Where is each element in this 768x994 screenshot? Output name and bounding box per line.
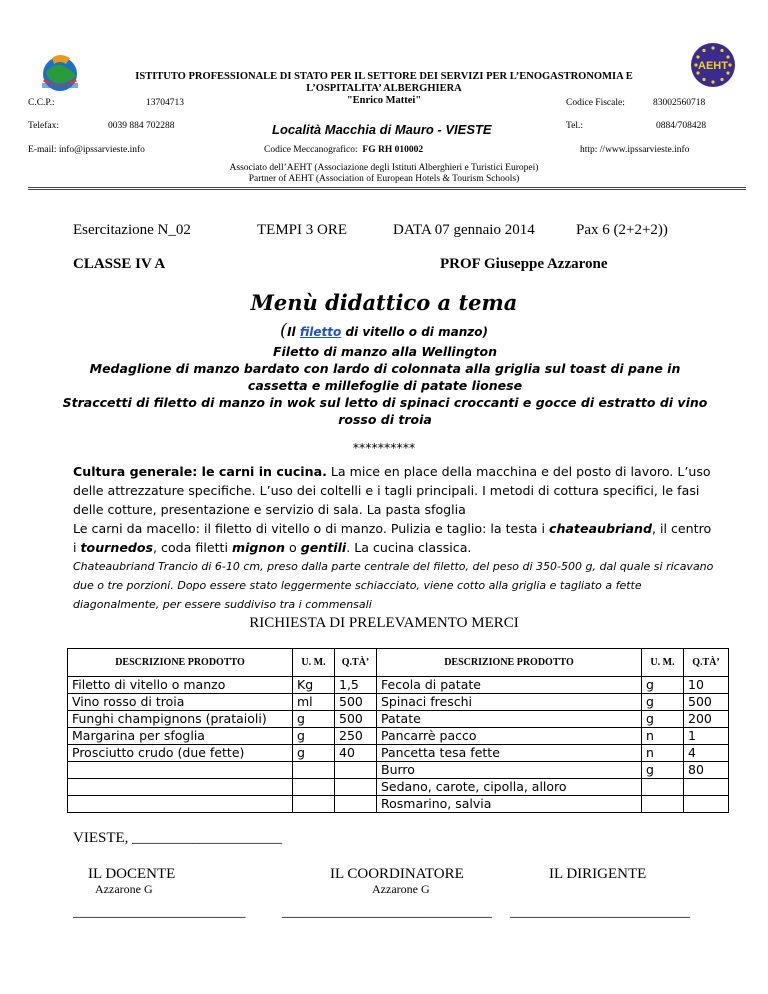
cell-qty-right: 80: [684, 762, 729, 779]
cell-unit-left: [293, 779, 335, 796]
ccp-label: C.C.P.:: [28, 98, 55, 108]
header-unit-right: U. M.: [642, 649, 684, 677]
cell-unit-right: [642, 796, 684, 813]
cell-qty-right: 10: [684, 677, 729, 694]
cell-description-left: [68, 762, 293, 779]
cell-qty-right: 500: [684, 694, 729, 711]
cell-qty-right: [684, 779, 729, 796]
menu-title: Menù didattico a tema: [250, 290, 518, 315]
cell-description-left: Funghi champignons (prataioli): [68, 711, 293, 728]
dish-medaglione: Medaglione di manzo bardato con lardo di colonnata alla griglia sul toast di pane in cassetta e millefoglie di patate lionese: [89, 361, 681, 393]
table-row: [68, 745, 729, 762]
place-date-line: VIESTE, ____________________: [73, 830, 283, 846]
table-row: [68, 762, 729, 779]
cell-qty-right: 200: [684, 711, 729, 728]
culture-text1: La mice en place della macchina e del posto di lavoro. L’uso delle attrezzature specifiche. L’uso dei coltelli e i tagli principali. I metodi di cottura specifici, le fasi delle cotture, presentazione e servizio di sala. La pasta sfoglia: [73, 464, 711, 517]
cell-unit-right: g: [642, 677, 684, 694]
table-row: [68, 711, 729, 728]
cell-description-right: Burro: [377, 762, 642, 779]
dirigente-label: IL DIRIGENTE: [549, 866, 647, 882]
email[interactable]: E-mail: info@ipssarvieste.info: [28, 145, 145, 155]
culture-text2b: , il centro i: [73, 521, 712, 555]
request-title: RICHIESTA DI PRELEVAMENTO MERCI: [249, 615, 519, 631]
dish-straccetti: Straccetti di filetto di manzo in wok sul letto di spinaci croccanti e gocce di estratto di vino rosso di troia: [62, 395, 708, 427]
cell-qty-left: 500: [335, 711, 377, 728]
exercise-number: Esercitazione N_02: [73, 222, 191, 238]
cell-unit-left: [293, 796, 335, 813]
cell-qty-left: [335, 762, 377, 779]
cell-unit-right: g: [642, 694, 684, 711]
aeht-association: Associato dell’AEHT (Associazione degli Istituti Alberghieri e Turistici Europei): [229, 163, 539, 173]
culture-lead: Cultura generale: le carni in cucina.: [73, 464, 327, 479]
table-row: [68, 796, 729, 813]
header-description-right: DESCRIZIONE PRODOTTO: [377, 649, 642, 677]
table-body: [68, 677, 729, 813]
header-description-left: DESCRIZIONE PRODOTTO: [68, 649, 293, 677]
svg-text:AEHT: AEHT: [698, 60, 728, 72]
cell-unit-right: n: [642, 745, 684, 762]
website[interactable]: http: //www.ipssarvieste.info: [580, 145, 690, 155]
cell-unit-left: g: [293, 728, 335, 745]
theme-suffix: di vitello o di manzo): [341, 325, 488, 339]
cell-qty-right: 1: [684, 728, 729, 745]
cell-unit-right: [642, 779, 684, 796]
menu-separator: **********: [352, 440, 416, 455]
cell-description-right: Pancarrè pacco: [377, 728, 642, 745]
cell-description-right: Patate: [377, 711, 642, 728]
chateaubriand-note: Chateaubriand Trancio di 6-10 cm, preso dalla parte centrale del filetto, del peso di 350-500 g, dal quale si ricavano due o tre porzioni. Dopo essere stato leggermente schiacciato, viene cotto alla griglia e tagliato a fette diagonalmente, per essere suddiviso tra i commensali: [73, 560, 714, 611]
table-row: [68, 779, 729, 796]
culture-text2a: Le carni da macello: il filetto di vitello o di manzo. Pulizia e taglio: la testa i: [73, 521, 549, 536]
coordinatore-name: Azzarone G: [372, 882, 430, 896]
goods-request-table: [67, 648, 729, 813]
cell-description-left: Prosciutto crudo (due fette): [68, 745, 293, 762]
cell-qty-left: 1,5: [335, 677, 377, 694]
cell-unit-left: g: [293, 745, 335, 762]
culture-paragraph: [73, 462, 713, 557]
cell-description-left: [68, 779, 293, 796]
professor-label: PROF Giuseppe Azzarone: [440, 256, 608, 272]
table-row: [68, 694, 729, 711]
cell-description-right: Fecola di patate: [377, 677, 642, 694]
exercise-pax: Pax 6 (2+2+2)): [576, 222, 668, 238]
fiscal-code-value: 83002560718: [653, 98, 706, 108]
fiscal-code-label: Codice Fiscale:: [566, 98, 625, 108]
culture-text2c: , coda filetti: [153, 540, 232, 555]
cell-description-left: Margarina per sfoglia: [68, 728, 293, 745]
header-rule-top: [28, 187, 746, 188]
cell-qty-left: [335, 779, 377, 796]
cell-qty-left: 500: [335, 694, 377, 711]
term-mignon: mignon: [231, 540, 286, 555]
cell-description-right: Pancetta tesa fette: [377, 745, 642, 762]
institute-name-line3: "Enrico Mattei": [346, 95, 422, 106]
term-tournedos: tournedos: [80, 540, 154, 555]
docente-name: Azzarone G: [95, 882, 153, 896]
header-unit-left: U. M.: [293, 649, 335, 677]
fax-value: 0039 884 702288: [108, 121, 175, 131]
table-row: [68, 677, 729, 694]
mechanographic-value: FG RH 010002: [362, 145, 424, 155]
cell-description-right: Sedano, carote, cipolla, alloro: [377, 779, 642, 796]
tel-label: Tel.:: [566, 121, 584, 131]
table-row: [68, 728, 729, 745]
school-globe-logo: [38, 50, 82, 94]
exercise-date: DATA 07 gennaio 2014: [393, 222, 535, 238]
coordinatore-label: IL COORDINATORE: [330, 866, 464, 882]
term-gentili: gentili: [300, 540, 347, 555]
exercise-time: TEMPI 3 ORE: [257, 222, 347, 238]
header-qty-right: Q.TÀ’: [684, 649, 729, 677]
cell-unit-left: g: [293, 711, 335, 728]
docente-signature-line: _______________________: [73, 904, 246, 920]
cell-qty-left: 40: [335, 745, 377, 762]
cell-unit-left: Kg: [293, 677, 335, 694]
menu-theme: [0, 320, 768, 341]
tel-value: 0884/708428: [656, 121, 707, 131]
ccp-value: 13704713: [146, 98, 184, 108]
mechanographic-label: [264, 145, 423, 155]
cell-description-right: Rosmarino, salvia: [377, 796, 642, 813]
cell-unit-right: g: [642, 762, 684, 779]
cell-qty-left: 250: [335, 728, 377, 745]
header-rule-bottom: [28, 189, 746, 190]
culture-text2d: o: [285, 540, 301, 555]
dirigente-signature-line: ________________________: [510, 904, 690, 920]
cell-qty-right: [684, 796, 729, 813]
class-label: CLASSE IV A: [73, 256, 166, 272]
aeht-stars-logo: [690, 42, 736, 88]
location: Località Macchia di Mauro - VIESTE: [272, 122, 492, 137]
cell-unit-right: g: [642, 711, 684, 728]
mechanographic-text: Codice Meccanografico:: [264, 145, 358, 155]
cell-description-left: Vino rosso di troia: [68, 694, 293, 711]
institute-name-line2: L’OSPITALITA’ ALBERGHIERA: [306, 83, 462, 94]
aeht-partner: Partner of AEHT (Association of European Hotels & Tourism Schools): [248, 174, 520, 184]
cell-unit-right: n: [642, 728, 684, 745]
cell-qty-left: [335, 796, 377, 813]
fax-label: Telefax:: [28, 121, 59, 131]
culture-text2e: . La cucina classica.: [346, 540, 472, 555]
institute-name-line1: ISTITUTO PROFESSIONALE DI STATO PER IL SETTORE DEI SERVIZI PER L’ENOGASTRONOMIA E: [135, 71, 633, 82]
cell-unit-left: [293, 762, 335, 779]
theme-open-paren: (: [280, 320, 288, 341]
term-chateaubriand: chateaubriand: [549, 521, 652, 536]
cell-description-right: Spinaci freschi: [377, 694, 642, 711]
header-qty-left: Q.TÀ’: [335, 649, 377, 677]
dish-wellington: Filetto di manzo alla Wellington: [272, 344, 498, 359]
cell-description-left: Filetto di vitello o manzo: [68, 677, 293, 694]
cell-description-left: [68, 796, 293, 813]
coordinatore-signature-line: ____________________________: [282, 904, 492, 920]
cell-qty-right: 4: [684, 745, 729, 762]
theme-prefix: Il: [287, 325, 300, 339]
theme-link[interactable]: filetto: [299, 325, 342, 339]
table-header-row: [68, 649, 729, 677]
cell-unit-left: ml: [293, 694, 335, 711]
docente-label: IL DOCENTE: [88, 866, 176, 882]
